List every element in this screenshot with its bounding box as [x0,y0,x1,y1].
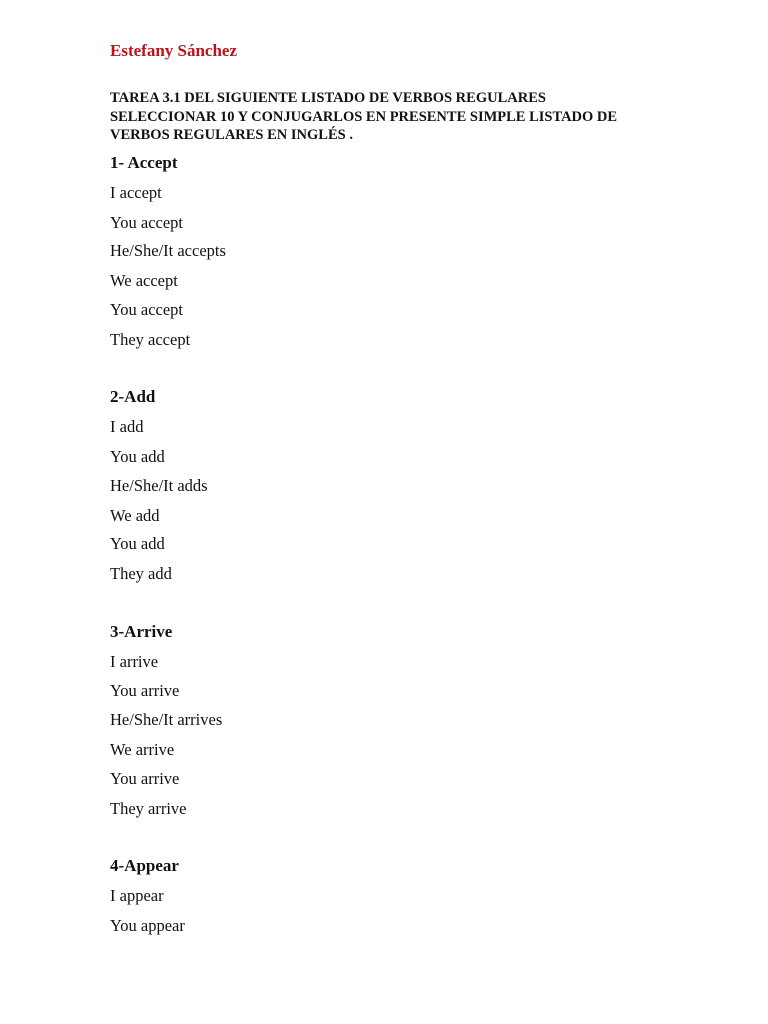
conjugation-line: You accept [110,213,184,232]
conjugation-line: I arrive [110,652,159,671]
verb-heading-appear: 4-Appear [110,856,179,875]
conjugation-line: You appear [110,916,185,935]
verb-heading-add: 2-Add [110,387,156,406]
conjugation-line: You accept [110,300,184,319]
conjugation-line: You arrive [110,681,180,700]
conjugation-line: I accept [110,183,162,202]
conjugation-line: He/She/It adds [110,476,208,495]
conjugation-line: He/She/It arrives [110,710,223,729]
verb-heading-arrive: 3-Arrive [110,622,173,641]
conjugation-line: You add [110,447,165,466]
conjugation-line: You add [110,534,165,553]
author-name: Estefany Sánchez [110,41,238,60]
task-instructions [110,89,710,145]
conjugation-line: They accept [110,330,191,349]
conjugation-line: He/She/It accepts [110,241,226,260]
conjugation-line: You arrive [110,769,180,788]
conjugation-line: We add [110,506,160,525]
verb-heading-accept: 1- Accept [110,153,178,172]
conjugation-line: They add [110,564,172,583]
task-line-1: TAREA 3.1 DEL SIGUIENTE LISTADO DE VERBOS REGULARES [110,90,546,106]
conjugation-line: We arrive [110,740,175,759]
conjugation-line: I add [110,417,144,436]
conjugation-line: I appear [110,886,164,905]
task-line-3: VERBOS REGULARES EN INGLÉS . [110,127,353,143]
task-line-2: SELECCIONAR 10 Y CONJUGARLOS EN PRESENTE SIMPLE LISTADO DE [110,108,618,125]
conjugation-line: We accept [110,271,178,290]
conjugation-line: They arrive [110,799,187,818]
